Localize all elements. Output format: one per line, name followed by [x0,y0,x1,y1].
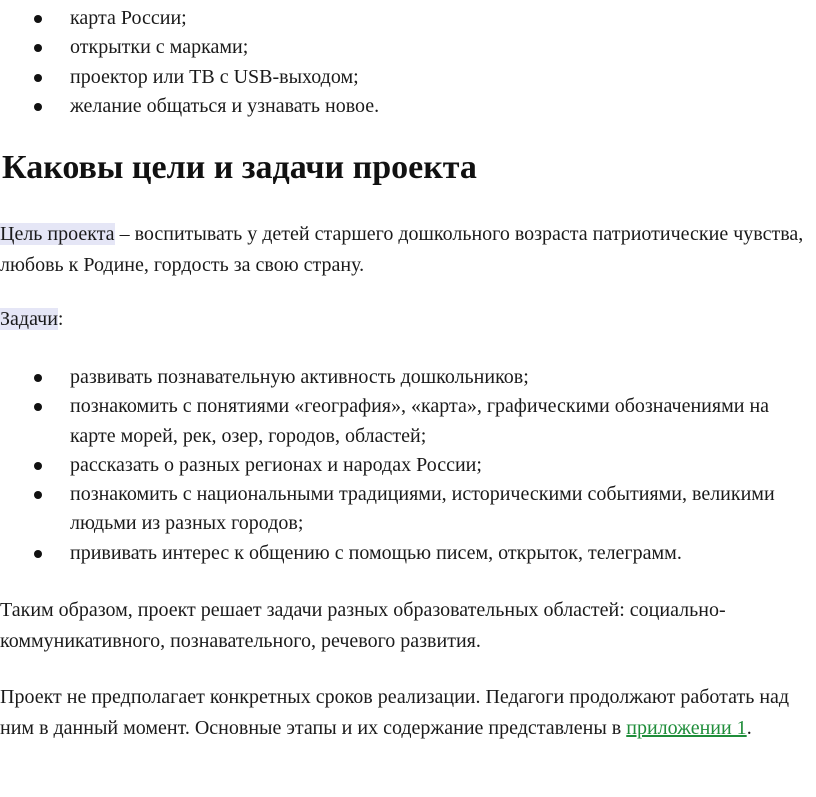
appendix-link[interactable]: приложении 1 [626,716,747,739]
goal-text: – воспитывать у детей старшего дошкольного возраста патриотические чувства, любовь к Родине, гордость за свою страну. [0,223,804,276]
list-item: развивать познавательную активность дошкольников; [0,363,816,392]
tasks-colon: : [57,308,64,330]
list-item: желание общаться и узнавать новое. [0,92,816,121]
list-item: прививать интерес к общению с помощью писем, открыток, телеграмм. [0,539,816,568]
project-note-text: Проект не предполагает конкретных сроков реализации. Педагоги продолжают работать над ним в данный момент. Основные этапы и их содержание представлены в [0,686,790,739]
goal-paragraph [0,219,812,280]
list-item: проектор или ТВ с USB-выходом; [0,63,816,92]
list-item: познакомить с понятиями «география», «карта», графическими обозначениями на карте морей, рек, озер, городов, областей; [0,392,816,451]
section-heading: Каковы цели и задачи проекта [2,149,477,186]
tasks-label-paragraph [0,304,812,335]
tasks-label: Задачи [0,308,58,330]
goal-label: Цель проекта [0,223,115,245]
materials-list [0,4,816,121]
project-note-end: . [746,716,752,739]
list-item: познакомить с национальными традициями, историческими событиями, великими людьми из разных городов; [0,480,816,539]
list-item: карта России; [0,4,816,33]
list-item: рассказать о разных регионах и народах России; [0,451,816,480]
tasks-list [0,363,816,568]
project-note-paragraph [0,682,812,743]
list-item: открытки с марками; [0,33,816,62]
summary-paragraph: Таким образом, проект решает задачи разных образовательных областей: социально-коммуникативного, познавательного, речевого развития. [0,599,726,652]
